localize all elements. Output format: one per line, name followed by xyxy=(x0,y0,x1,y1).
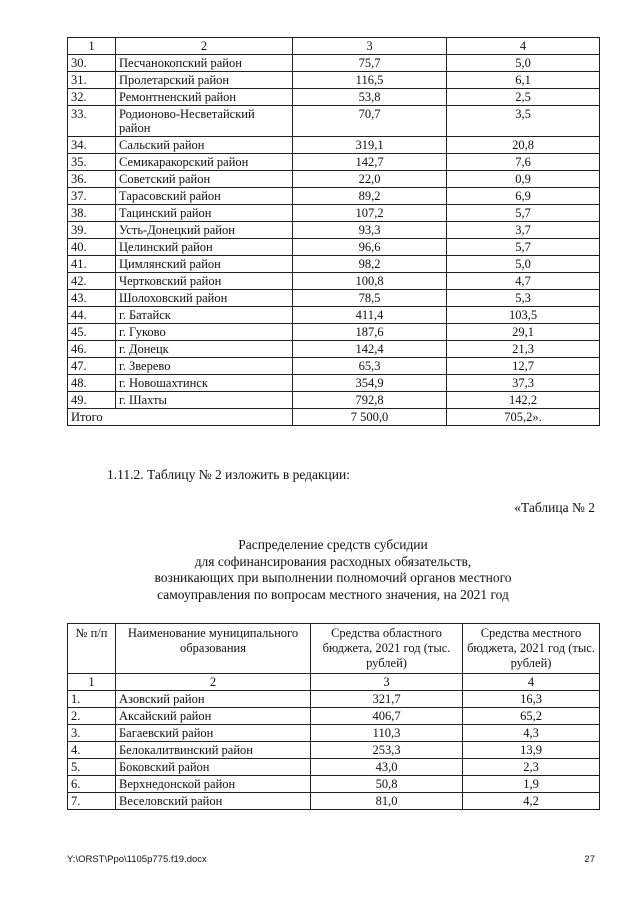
table-heading xyxy=(67,537,599,603)
footer-file-path: Y:\ORST\Ppo\1105p775.f19.docx xyxy=(67,854,207,865)
subsidy-distribution-table xyxy=(67,623,600,810)
municipality-name: Советский район xyxy=(116,171,293,188)
row-number: 45. xyxy=(68,324,116,341)
regional-budget-value: 22,0 xyxy=(293,171,447,188)
row-number: 40. xyxy=(68,239,116,256)
municipality-name: Аксайский район xyxy=(116,708,311,725)
municipality-name: г. Новошахтинск xyxy=(116,375,293,392)
row-number: 31. xyxy=(68,72,116,89)
col-header-name: Наименование муниципального образования xyxy=(116,624,311,674)
local-budget-value: 5,7 xyxy=(447,239,600,256)
municipality-name: г. Гуково xyxy=(116,324,293,341)
heading-line: самоуправления по вопросам местного значения, на 2021 год xyxy=(157,586,509,602)
row-number: 43. xyxy=(68,290,116,307)
col-header-local: Средства местного бюджета, 2021 год (тыс. рублей) xyxy=(463,624,600,674)
local-budget-value: 142,2 xyxy=(447,392,600,409)
local-budget-value: 5,0 xyxy=(447,256,600,273)
local-budget-value: 4,3 xyxy=(463,725,600,742)
row-number: 4. xyxy=(68,742,116,759)
col-index: 2 xyxy=(116,38,293,55)
row-number: 37. xyxy=(68,188,116,205)
regional-budget-value: 253,3 xyxy=(311,742,463,759)
municipality-name: Чертковский район xyxy=(116,273,293,290)
table-row xyxy=(68,776,600,793)
local-budget-value: 2,3 xyxy=(463,759,600,776)
col-index: 2 xyxy=(116,674,311,691)
municipality-name: Верхнедонской район xyxy=(116,776,311,793)
row-number: 6. xyxy=(68,776,116,793)
row-number: 7. xyxy=(68,793,116,810)
municipality-name: Тарасовский район xyxy=(116,188,293,205)
municipality-name: г. Шахты xyxy=(116,392,293,409)
regional-budget-value: 116,5 xyxy=(293,72,447,89)
allocation-table-continued xyxy=(67,37,600,426)
page-number: 27 xyxy=(584,854,595,865)
col-header-regional: Средства областного бюджета, 2021 год (тыс. рублей) xyxy=(311,624,463,674)
regional-budget-value: 792,8 xyxy=(293,392,447,409)
table-row xyxy=(68,691,600,708)
regional-budget-value: 75,7 xyxy=(293,55,447,72)
regional-budget-value: 187,6 xyxy=(293,324,447,341)
municipality-name: Багаевский район xyxy=(116,725,311,742)
row-number: 33. xyxy=(68,106,116,137)
row-number: 44. xyxy=(68,307,116,324)
local-budget-value: 4,2 xyxy=(463,793,600,810)
row-number: 35. xyxy=(68,154,116,171)
heading-line: для софинансирования расходных обязательств, xyxy=(194,553,472,569)
regional-budget-value: 142,4 xyxy=(293,341,447,358)
table-row xyxy=(68,725,600,742)
local-budget-value: 2,5 xyxy=(447,89,600,106)
regional-budget-value: 319,1 xyxy=(293,137,447,154)
municipality-name: Шолоховский район xyxy=(116,290,293,307)
municipality-name: Тацинский район xyxy=(116,205,293,222)
local-budget-value: 6,1 xyxy=(447,72,600,89)
table-row xyxy=(68,222,600,239)
amendment-note: 1.11.2. Таблицу № 2 изложить в редакции: xyxy=(107,467,350,482)
regional-budget-value: 110,3 xyxy=(311,725,463,742)
table-row xyxy=(68,742,600,759)
local-budget-value: 7,6 xyxy=(447,154,600,171)
row-number: 46. xyxy=(68,341,116,358)
regional-budget-value: 78,5 xyxy=(293,290,447,307)
municipality-name: г. Донецк xyxy=(116,341,293,358)
row-number: 2. xyxy=(68,708,116,725)
table-row xyxy=(68,89,600,106)
regional-budget-value: 70,7 xyxy=(293,106,447,137)
local-budget-value: 3,5 xyxy=(447,106,600,137)
table-row xyxy=(68,106,600,137)
row-number: 47. xyxy=(68,358,116,375)
col-index: 3 xyxy=(311,674,463,691)
municipality-name: г. Зверево xyxy=(116,358,293,375)
local-budget-value: 29,1 xyxy=(447,324,600,341)
table-row xyxy=(68,358,600,375)
row-number: 3. xyxy=(68,725,116,742)
regional-budget-value: 50,8 xyxy=(311,776,463,793)
regional-budget-value: 321,7 xyxy=(311,691,463,708)
table-row xyxy=(68,307,600,324)
total-row xyxy=(68,409,600,426)
local-budget-value: 20,8 xyxy=(447,137,600,154)
municipality-name: Семикаракорский район xyxy=(116,154,293,171)
local-budget-value: 21,3 xyxy=(447,341,600,358)
municipality-name: Песчанокопский район xyxy=(116,55,293,72)
local-budget-value: 5,7 xyxy=(447,205,600,222)
col-index: 4 xyxy=(447,38,600,55)
regional-budget-value: 53,8 xyxy=(293,89,447,106)
municipality-name: Белокалитвинский район xyxy=(116,742,311,759)
col-index: 3 xyxy=(293,38,447,55)
total-local: 705,2». xyxy=(447,409,600,426)
local-budget-value: 1,9 xyxy=(463,776,600,793)
municipality-name: Боковский район xyxy=(116,759,311,776)
row-number: 49. xyxy=(68,392,116,409)
municipality-name: Веселовский район xyxy=(116,793,311,810)
row-number: 34. xyxy=(68,137,116,154)
row-number: 38. xyxy=(68,205,116,222)
municipality-name: Цимлянский район xyxy=(116,256,293,273)
regional-budget-value: 98,2 xyxy=(293,256,447,273)
table-row xyxy=(68,256,600,273)
row-number: 36. xyxy=(68,171,116,188)
row-number: 30. xyxy=(68,55,116,72)
local-budget-value: 12,7 xyxy=(447,358,600,375)
regional-budget-value: 89,2 xyxy=(293,188,447,205)
table-row xyxy=(68,290,600,307)
table-index-row xyxy=(68,38,600,55)
table-row xyxy=(68,137,600,154)
table-header-row xyxy=(68,624,600,674)
table-row xyxy=(68,205,600,222)
table-row xyxy=(68,273,600,290)
local-budget-value: 37,3 xyxy=(447,375,600,392)
local-budget-value: 4,7 xyxy=(447,273,600,290)
table-row xyxy=(68,793,600,810)
table-row xyxy=(68,154,600,171)
local-budget-value: 65,2 xyxy=(463,708,600,725)
table-row xyxy=(68,239,600,256)
table-row xyxy=(68,759,600,776)
local-budget-value: 13,9 xyxy=(463,742,600,759)
table-row xyxy=(68,55,600,72)
municipality-name: Целинский район xyxy=(116,239,293,256)
heading-line: возникающих при выполнении полномочий органов местного xyxy=(154,570,512,585)
row-number: 39. xyxy=(68,222,116,239)
regional-budget-value: 81,0 xyxy=(311,793,463,810)
col-header-num: № п/п xyxy=(68,624,116,674)
municipality-name: Азовский район xyxy=(116,691,311,708)
row-number: 48. xyxy=(68,375,116,392)
municipality-name: Родионово-Несветайский район xyxy=(116,106,293,137)
table-index-row xyxy=(68,674,600,691)
row-number: 1. xyxy=(68,691,116,708)
row-number: 41. xyxy=(68,256,116,273)
table-row xyxy=(68,324,600,341)
col-index: 1 xyxy=(68,674,116,691)
table-row xyxy=(68,392,600,409)
local-budget-value: 103,5 xyxy=(447,307,600,324)
col-index: 4 xyxy=(463,674,600,691)
regional-budget-value: 142,7 xyxy=(293,154,447,171)
regional-budget-value: 96,6 xyxy=(293,239,447,256)
table-row xyxy=(68,341,600,358)
regional-budget-value: 100,8 xyxy=(293,273,447,290)
total-label: Итого xyxy=(68,409,293,426)
local-budget-value: 16,3 xyxy=(463,691,600,708)
regional-budget-value: 107,2 xyxy=(293,205,447,222)
table-row xyxy=(68,375,600,392)
regional-budget-value: 406,7 xyxy=(311,708,463,725)
local-budget-value: 6,9 xyxy=(447,188,600,205)
regional-budget-value: 411,4 xyxy=(293,307,447,324)
regional-budget-value: 43,0 xyxy=(311,759,463,776)
regional-budget-value: 65,3 xyxy=(293,358,447,375)
table-row xyxy=(68,708,600,725)
table-row xyxy=(68,188,600,205)
row-number: 5. xyxy=(68,759,116,776)
row-number: 42. xyxy=(68,273,116,290)
local-budget-value: 5,0 xyxy=(447,55,600,72)
heading-line: Распределение средств субсидии xyxy=(238,537,428,552)
municipality-name: Сальский район xyxy=(116,137,293,154)
total-regional: 7 500,0 xyxy=(293,409,447,426)
municipality-name: Пролетарский район xyxy=(116,72,293,89)
row-number: 32. xyxy=(68,89,116,106)
table-row xyxy=(68,72,600,89)
col-index: 1 xyxy=(68,38,116,55)
municipality-name: Ремонтненский район xyxy=(116,89,293,106)
regional-budget-value: 354,9 xyxy=(293,375,447,392)
local-budget-value: 5,3 xyxy=(447,290,600,307)
municipality-name: Усть-Донецкий район xyxy=(116,222,293,239)
local-budget-value: 3,7 xyxy=(447,222,600,239)
table-row xyxy=(68,171,600,188)
table-label: «Таблица № 2 xyxy=(514,500,595,515)
regional-budget-value: 93,3 xyxy=(293,222,447,239)
municipality-name: г. Батайск xyxy=(116,307,293,324)
local-budget-value: 0,9 xyxy=(447,171,600,188)
